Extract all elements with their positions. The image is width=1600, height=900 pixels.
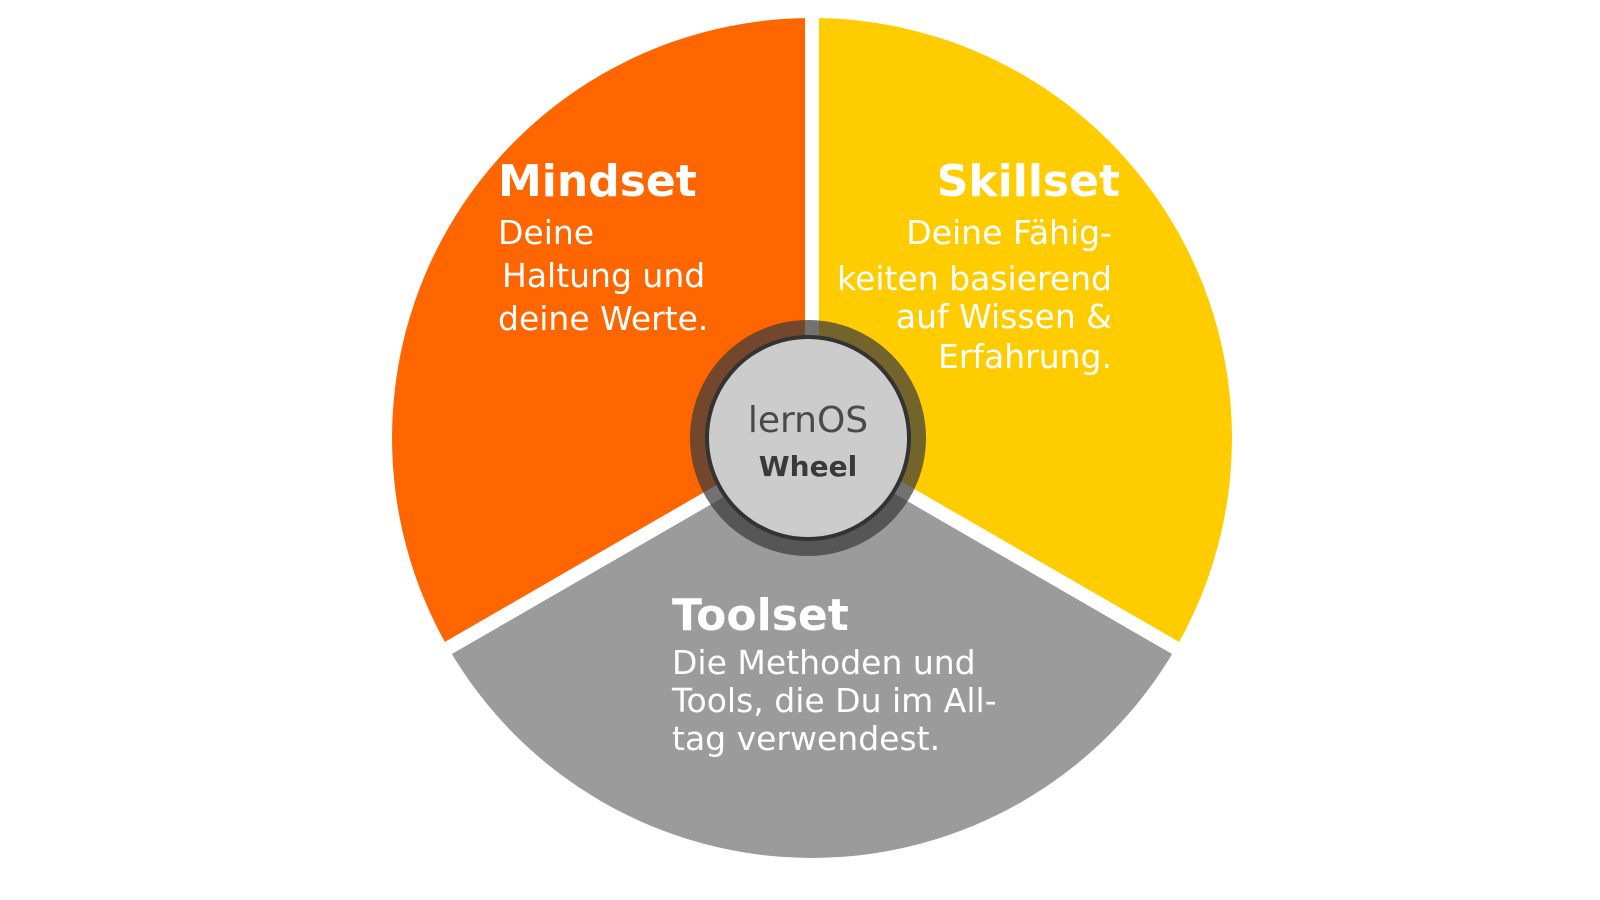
skillset-desc-line-2: keiten basierend <box>837 259 1112 298</box>
hub-subtitle: Wheel <box>758 450 858 483</box>
hub-title: lernOS <box>747 400 869 441</box>
toolset-desc-line-1: Die Methoden und <box>672 643 976 682</box>
mindset-title: Mindset <box>498 156 697 207</box>
toolset-desc-line-3: tag verwendest. <box>672 719 941 758</box>
skillset-desc-line-4: Erfahrung. <box>937 337 1112 376</box>
mindset-desc-line-2: Haltung und <box>502 256 706 295</box>
toolset-title: Toolset <box>672 590 849 641</box>
mindset-desc-line-1: Deine <box>498 213 595 252</box>
mindset-desc-line-3: deine Werte. <box>498 299 709 338</box>
toolset-desc-line-2: Tools, die Du im All- <box>672 681 997 720</box>
skillset-desc-line-1: Deine Fähig- <box>906 213 1112 252</box>
skillset-desc-line-3: auf Wissen & <box>895 297 1112 336</box>
skillset-title: Skillset <box>936 156 1120 207</box>
